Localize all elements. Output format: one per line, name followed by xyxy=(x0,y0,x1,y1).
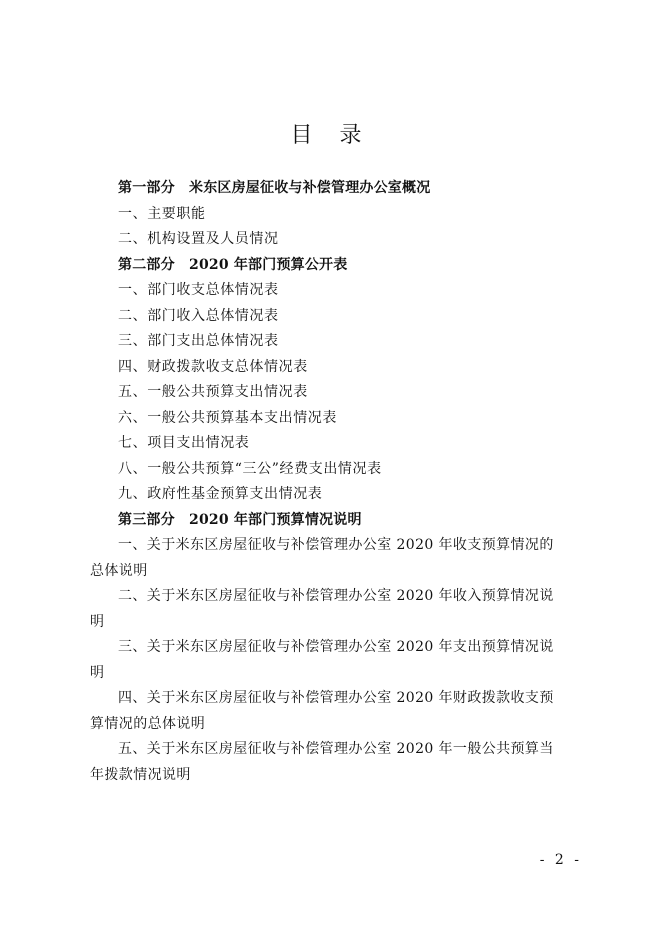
toc-paragraph-line: 总体说明 xyxy=(90,562,148,579)
page-number: - 2 - xyxy=(539,852,582,868)
toc-item: 六、一般公共预算基本支出情况表 xyxy=(118,409,337,426)
toc-item: 四、财政拨款收支总体情况表 xyxy=(118,358,308,375)
toc-item: 九、政府性基金预算支出情况表 xyxy=(118,486,323,502)
table-of-contents xyxy=(90,176,590,788)
toc-item: 三、部门支出总体情况表 xyxy=(118,333,279,349)
part-heading-1: 第一部分 米东区房屋征收与补偿管理办公室概况 xyxy=(118,180,431,196)
part-heading-3: 第三部分 2020 年部门预算情况说明 xyxy=(118,511,362,528)
toc-paragraph xyxy=(90,635,590,686)
toc-title: 目 录 xyxy=(290,123,372,148)
toc-item: 八、一般公共预算“三公”经费支出情况表 xyxy=(118,460,382,477)
toc-item: 五、一般公共预算支出情况表 xyxy=(118,384,308,400)
toc-paragraph xyxy=(90,737,590,788)
part-heading-2: 第二部分 2020 年部门预算公开表 xyxy=(118,256,348,273)
toc-paragraph xyxy=(90,584,590,635)
toc-paragraph-line: 明 xyxy=(90,664,105,681)
toc-item: 二、机构设置及人员情况 xyxy=(118,231,279,247)
toc-paragraph xyxy=(90,686,590,737)
toc-item: 七、项目支出情况表 xyxy=(118,435,250,451)
toc-item: 一、主要职能 xyxy=(118,205,206,222)
toc-paragraph-line: 二、关于米东区房屋征收与补偿管理办公室 2020 年收入预算情况说 xyxy=(118,588,554,604)
toc-paragraph-line: 四、关于米东区房屋征收与补偿管理办公室 2020 年财政拨款收支预 xyxy=(118,690,554,706)
toc-paragraph-line: 五、关于米东区房屋征收与补偿管理办公室 2020 年一般公共预算当 xyxy=(118,741,554,757)
toc-item: 一、部门收支总体情况表 xyxy=(118,282,279,298)
toc-paragraph-line: 三、关于米东区房屋征收与补偿管理办公室 2020 年支出预算情况说 xyxy=(118,639,554,655)
toc-paragraph-line: 明 xyxy=(90,613,105,630)
toc-paragraph xyxy=(90,533,590,584)
toc-paragraph-line: 一、关于米东区房屋征收与补偿管理办公室 2020 年收支预算情况的 xyxy=(118,537,554,553)
toc-paragraph-line: 算情况的总体说明 xyxy=(90,715,206,732)
toc-item: 二、部门收入总体情况表 xyxy=(118,307,279,324)
toc-paragraph-line: 年拨款情况说明 xyxy=(90,766,191,783)
